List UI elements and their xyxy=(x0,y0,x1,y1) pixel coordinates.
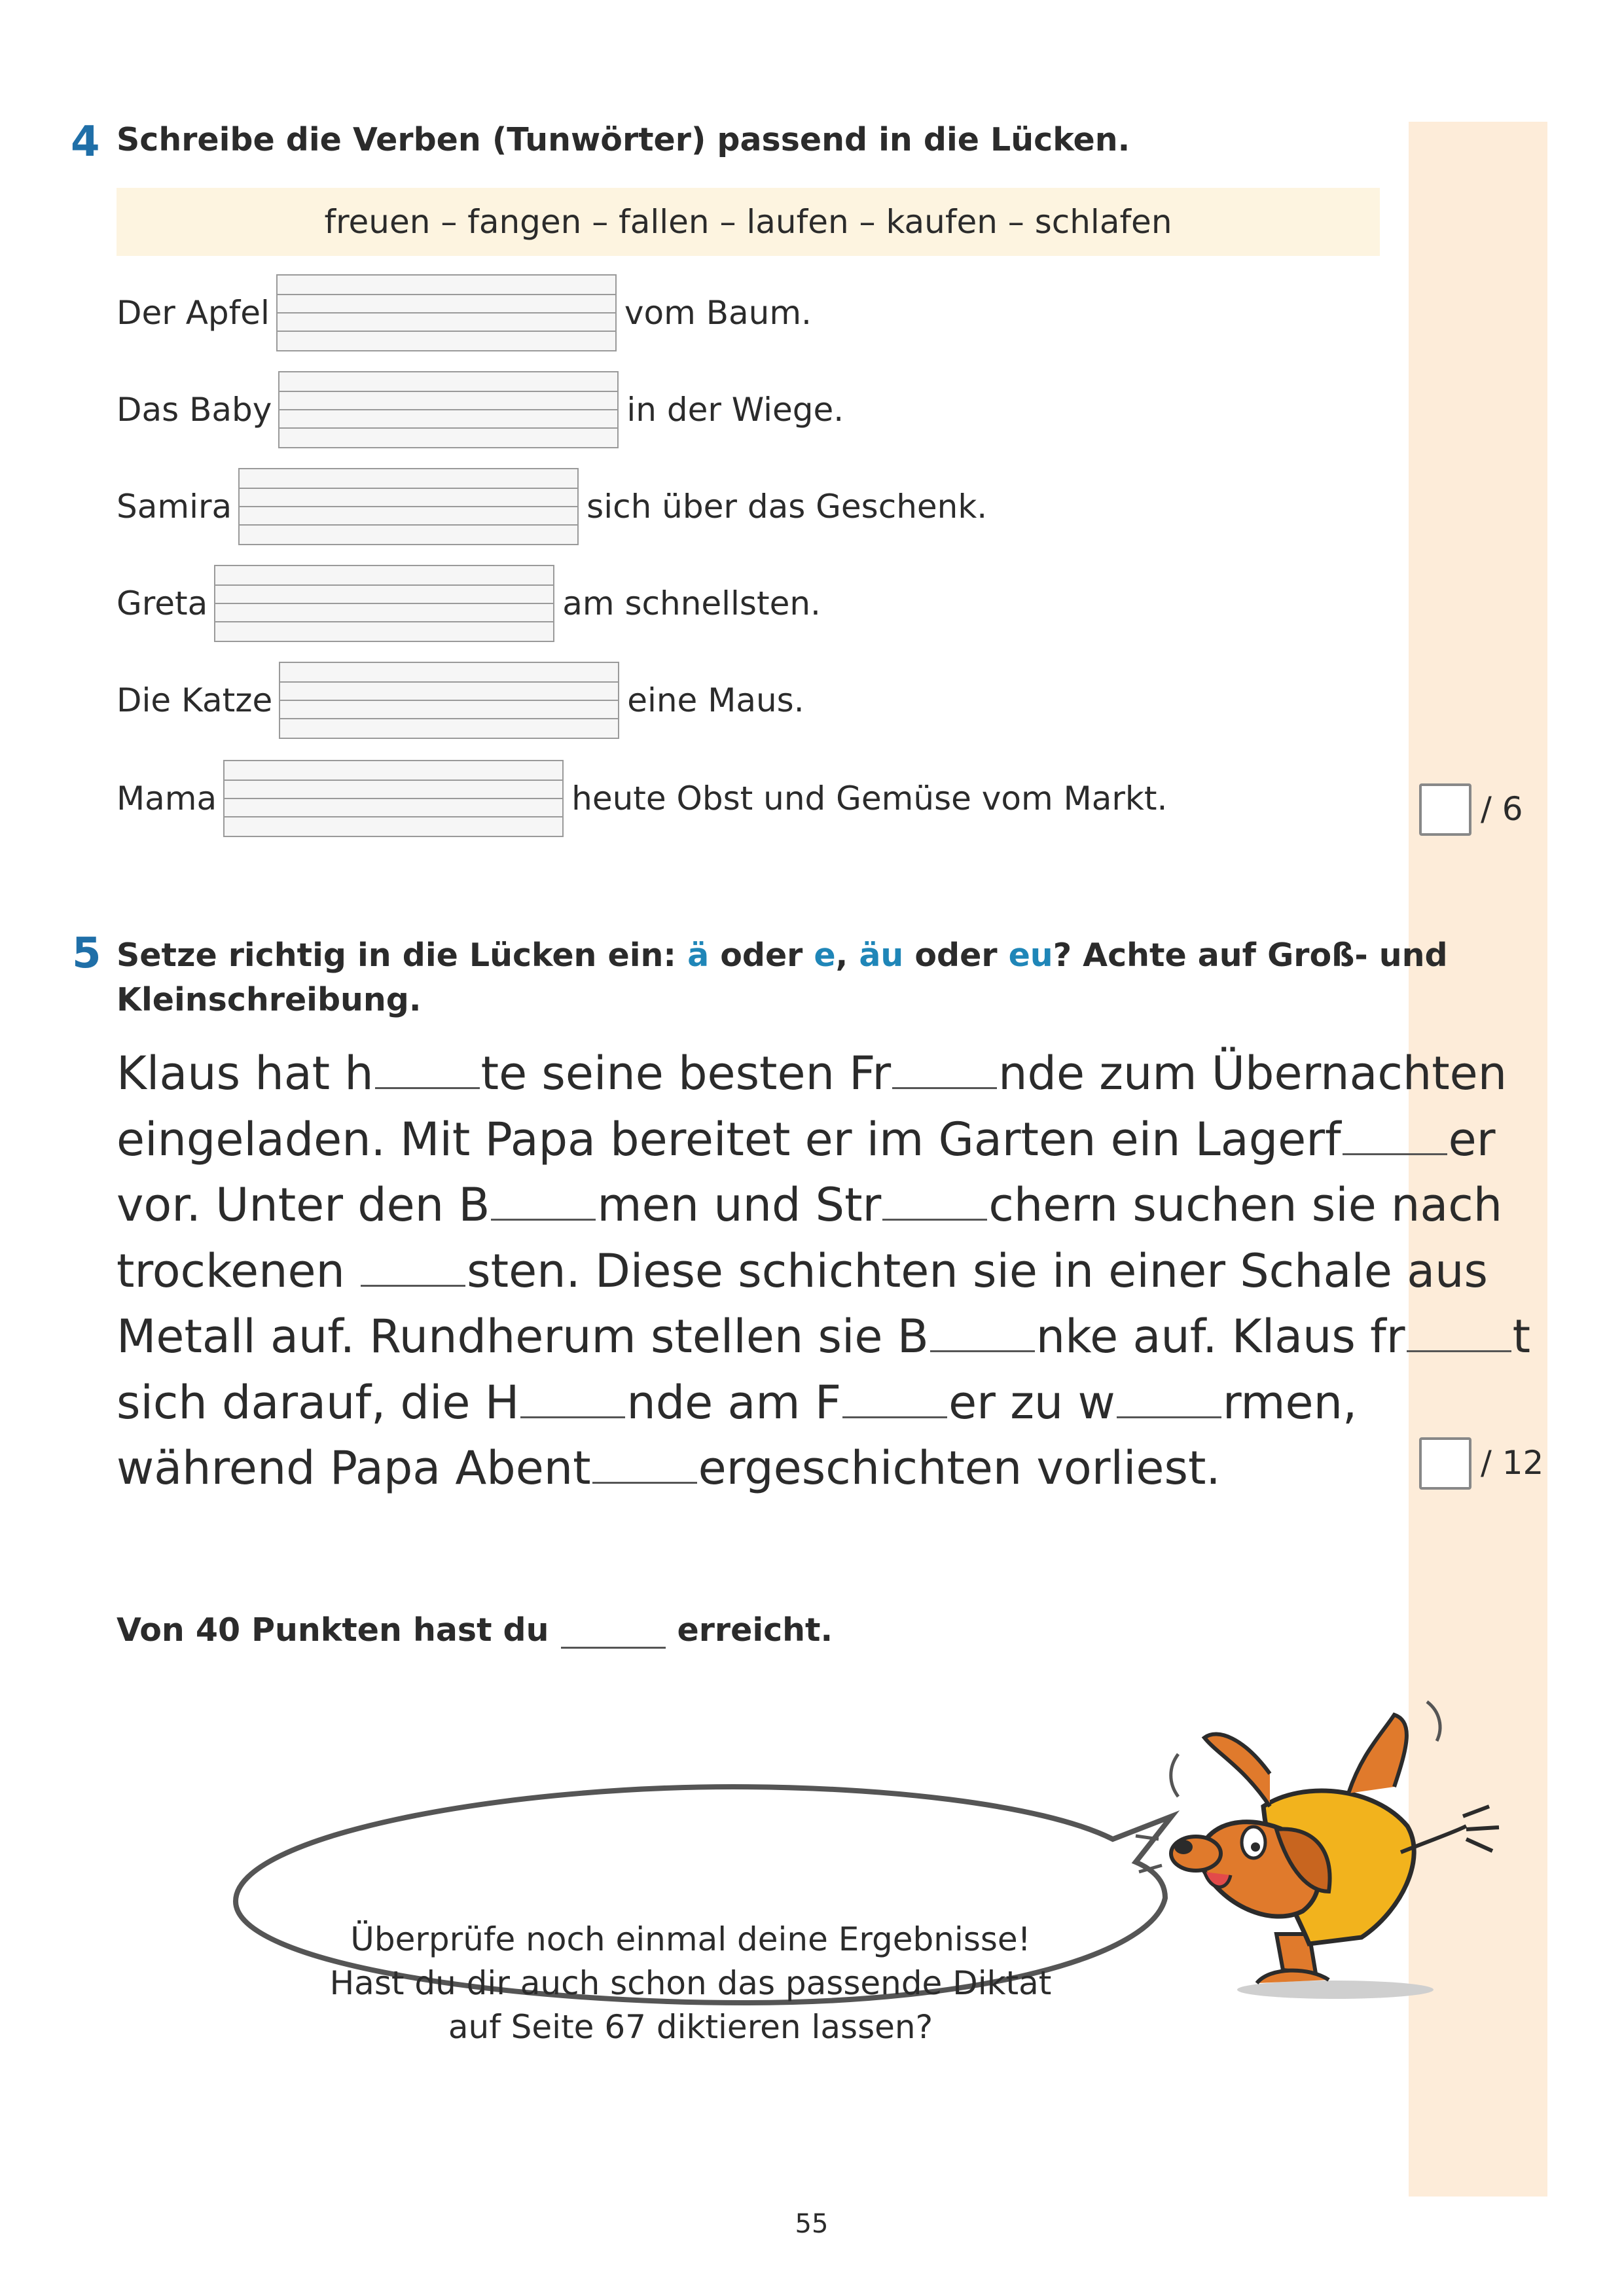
text-line xyxy=(117,1238,1488,1304)
score-box-task-4[interactable] xyxy=(1419,783,1471,836)
title-text: Setze richtig in die Lücken ein: xyxy=(117,937,688,974)
sentence-row xyxy=(117,274,812,352)
text-part: nke auf. Klaus fr xyxy=(1036,1310,1405,1363)
verb-write-field[interactable] xyxy=(276,274,617,351)
letter-gap[interactable] xyxy=(520,1380,625,1418)
letter-gap[interactable] xyxy=(361,1248,465,1287)
letter-gap[interactable] xyxy=(1407,1314,1511,1352)
title-highlight: äu xyxy=(859,937,904,974)
verb-write-field[interactable] xyxy=(238,468,579,545)
score-max-task-5: / 12 xyxy=(1481,1444,1544,1482)
letter-gap[interactable] xyxy=(375,1050,480,1089)
sentence-end: am schnellsten. xyxy=(562,584,821,622)
word-bank xyxy=(117,188,1380,256)
bubble-line: auf Seite 67 diktieren lassen? xyxy=(448,2008,933,2046)
speech-bubble-and-dog xyxy=(223,1676,1558,2121)
sentence-row xyxy=(117,370,844,449)
sentence-row xyxy=(117,467,987,546)
sentence-start: Die Katze xyxy=(117,681,273,719)
text-part: nde zum Übernachten xyxy=(998,1047,1507,1100)
result-text-after: erreicht. xyxy=(677,1611,833,1649)
sentence-start: Samira xyxy=(117,488,232,526)
text-part: sich darauf, die H xyxy=(117,1375,520,1429)
text-line xyxy=(117,1107,1496,1173)
letter-gap[interactable] xyxy=(1117,1380,1221,1418)
title-text: oder xyxy=(709,937,814,974)
letter-gap[interactable] xyxy=(842,1380,947,1418)
sentence-start: Der Apfel xyxy=(117,294,270,332)
verb-write-field[interactable] xyxy=(223,760,564,837)
title-text: Kleinschreibung. xyxy=(117,981,422,1018)
sentence-row xyxy=(117,661,804,740)
verb-write-field[interactable] xyxy=(279,662,619,739)
letter-gap[interactable] xyxy=(592,1445,697,1484)
text-part: Klaus hat h xyxy=(117,1047,374,1100)
title-highlight: eu xyxy=(1008,937,1053,974)
text-part: während Papa Abent xyxy=(117,1441,591,1495)
verb-write-field[interactable] xyxy=(278,371,619,448)
text-part: vor. Unter den B xyxy=(117,1178,490,1232)
letter-gap[interactable] xyxy=(491,1182,596,1221)
page-number: 55 xyxy=(795,2209,829,2239)
title-text: oder xyxy=(903,937,1009,974)
total-score-field[interactable] xyxy=(561,1621,666,1649)
score-box-task-5[interactable] xyxy=(1419,1437,1471,1490)
text-part: ergeschichten vorliest. xyxy=(698,1441,1221,1495)
sentence-end: eine Maus. xyxy=(627,681,804,719)
letter-gap[interactable] xyxy=(892,1050,997,1089)
total-score-line xyxy=(117,1611,833,1649)
text-part: er xyxy=(1448,1112,1496,1166)
title-highlight: ä xyxy=(687,937,710,974)
task-5-title xyxy=(117,933,1448,1022)
task-4-title: Schreibe die Verben (Tunwörter) passend in die Lücken. xyxy=(117,121,1130,158)
text-part: eingeladen. Mit Papa bereitet er im Garten ein Lagerf xyxy=(117,1112,1341,1166)
title-text: , xyxy=(835,937,859,974)
text-line xyxy=(117,1370,1393,1436)
letter-gap[interactable] xyxy=(1343,1117,1447,1155)
task-5-number: 5 xyxy=(72,929,101,978)
sentence-end: vom Baum. xyxy=(624,294,812,332)
letter-gap[interactable] xyxy=(882,1182,987,1221)
text-part: trockenen xyxy=(117,1244,360,1298)
word-bank-text: freuen – fangen – fallen – laufen – kaufen – schlafen xyxy=(324,203,1172,241)
sentence-end: in der Wiege. xyxy=(626,391,844,429)
result-text-before: Von 40 Punkten hast du xyxy=(117,1611,549,1649)
sentence-end: sich über das Geschenk. xyxy=(586,488,988,526)
text-part: Metall auf. Rundherum stellen sie B xyxy=(117,1310,929,1363)
text-line xyxy=(117,1435,1393,1501)
text-line xyxy=(117,1172,1503,1238)
text-part: er zu w xyxy=(948,1375,1115,1429)
sentence-start: Greta xyxy=(117,584,208,622)
sentence-end: heute Obst und Gemüse vom Markt. xyxy=(571,780,1168,817)
letter-gap[interactable] xyxy=(930,1314,1035,1352)
text-line xyxy=(117,1041,1507,1107)
text-part: te seine besten Fr xyxy=(480,1047,892,1100)
title-highlight: e xyxy=(814,937,836,974)
sentence-row xyxy=(117,759,1167,838)
sentence-start: Mama xyxy=(117,780,217,817)
text-part: men und Str xyxy=(597,1178,882,1232)
text-part: nde am F xyxy=(626,1375,842,1429)
score-max-task-4: / 6 xyxy=(1481,790,1523,828)
bubble-line: Überprüfe noch einmal deine Ergebnisse! xyxy=(350,1920,1031,1958)
task-4-number: 4 xyxy=(71,118,100,166)
dog-illustration-icon xyxy=(1136,1702,1499,1999)
sentence-row xyxy=(117,564,821,643)
text-part: chern suchen sie nach xyxy=(988,1178,1503,1232)
text-part: sten. Diese schichten sie in einer Schale aus xyxy=(467,1244,1488,1298)
speech-bubble-text xyxy=(288,1918,1093,2049)
sentence-start: Das Baby xyxy=(117,391,272,429)
bubble-line: Hast du dir auch schon das passende Diktat xyxy=(329,1964,1052,2002)
title-text: ? Achte auf Groß- und xyxy=(1053,937,1448,974)
text-part: rmen, xyxy=(1222,1375,1358,1429)
text-part: t xyxy=(1512,1310,1531,1363)
text-line xyxy=(117,1304,1531,1370)
verb-write-field[interactable] xyxy=(214,565,554,642)
